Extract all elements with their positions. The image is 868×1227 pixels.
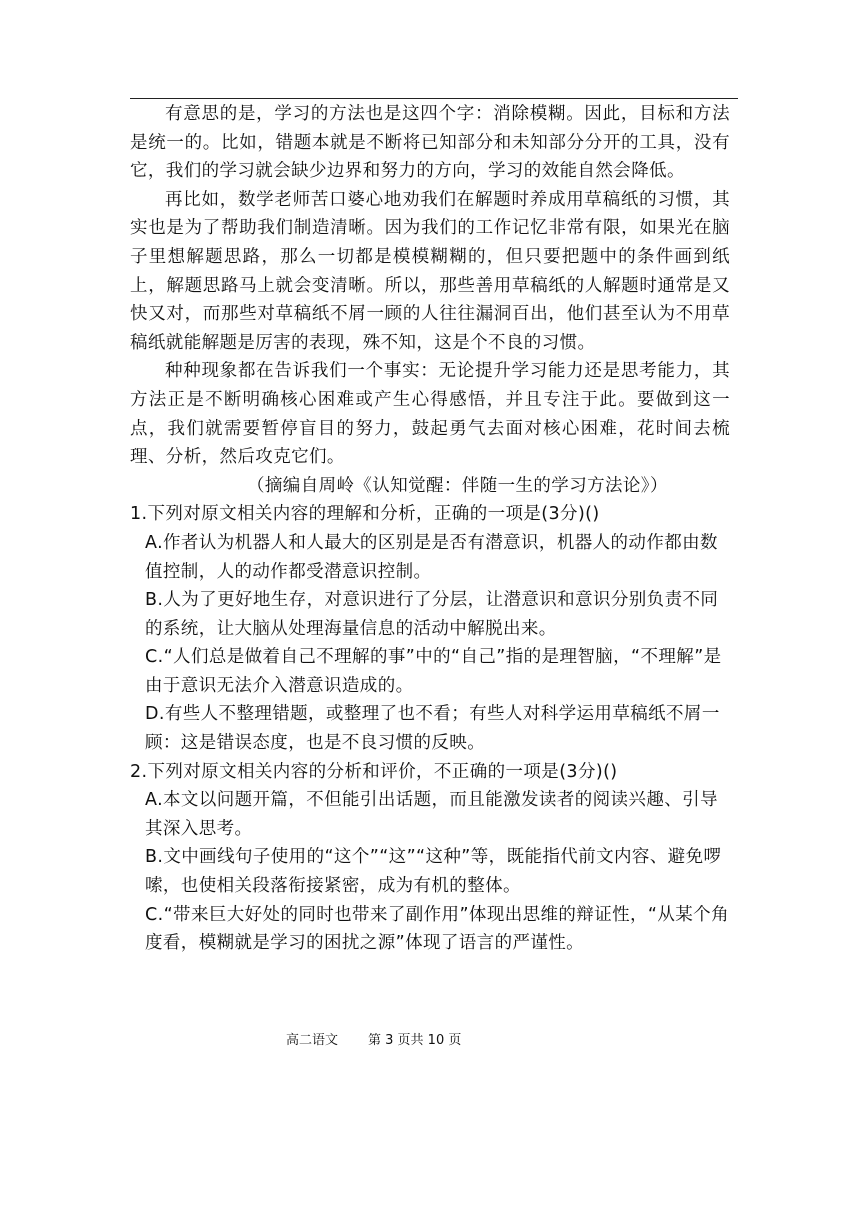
question-1-option-d: D.有些人不整理错题，或整理了也不看；有些人对科学运用草稿纸不屑一顾：这是错误态度，也是不良习惯的反映。 [145, 704, 720, 754]
question-1-option-a: A.作者认为机器人和人最大的区别是是否有潜意识，机器人的动作都由数值控制，人的动作都受潜意识控制。 [145, 532, 718, 582]
footer-subject: 高二语文 [286, 1033, 339, 1048]
question-1-option-b: B.人为了更好地生存，对意识进行了分层，让潜意识和意识分别负责不同的系统，让大脑从处理海量信息的活动中解脱出来。 [145, 590, 719, 639]
question-2-option-b: B.文中画线句子使用的“这个”“这”“这种”等，既能指代前文内容、避免啰嗦，也使相关段落衔接紧密，成为有机的整体。 [145, 847, 722, 897]
body-paragraph-3: 种种现象都在告诉我们一个事实：无论提升学习能力还是思考能力，其方法正是不断明确核心困难或产生心得感悟，并且专注于此。要做到这一点，我们就需要暂停盲目的努力，鼓起勇气去面对核心困难，花时间去梳理、分析，然后攻克它们。 [130, 361, 730, 468]
source-citation: （摘编自周岭《认知觉醒：伴随一生的学习方法论》） [247, 475, 668, 496]
question-1-stem: 1.下列对原文相关内容的理解和分析，正确的一项是(3分)() [130, 504, 600, 525]
body-paragraph-2: 再比如，数学老师苦口婆心地劝我们在解题时养成用草稿纸的习惯，其实也是为了帮助我们制造清晰。因为我们的工作记忆非常有限，如果光在脑子里想解题思路，那么一切都是模模糊糊的，但只要把题中的条件画到纸上，解题思路马上就会变清晰。所以，那些善用草稿纸的人解题时通常是又快又对，而那些对草稿纸不屑一顾的人往往漏洞百出，他们甚至认为不用草稿纸就能解题是厉害的表现，殊不知，这是个不良的习惯。 [130, 189, 730, 353]
footer-page-number: 第 3 页共 10 页 [368, 1033, 462, 1048]
question-1-option-c: C.“人们总是做着自己不理解的事”中的“自己”指的是理智脑，“不理解”是由于意识无法介入潜意识造成的。 [145, 647, 722, 696]
question-2-stem: 2.下列对原文相关内容的分析和评价，不正确的一项是(3分)() [130, 761, 618, 782]
question-2-option-c: C.“带来巨大好处的同时也带来了副作用”体现出思维的辩证性，“从某个角度看，模糊就是学习的困扰之源”体现了语言的严谨性。 [145, 904, 729, 954]
question-2-option-a: A.本文以问题开篇，不但能引出话题，而且能激发读者的阅读兴趣、引导其深入思考。 [145, 790, 718, 839]
document-body [130, 100, 730, 958]
body-paragraph-1: 有意思的是，学习的方法也是这四个字：消除模糊。因此，目标和方法是统一的。比如，错题本就是不断将已知部分和未知部分分开的工具，没有它，我们的学习就会缺少边界和努力的方向，学习的效能自然会降低。 [130, 104, 730, 182]
header-rule [130, 98, 738, 99]
question-2 [130, 758, 730, 958]
page-footer [286, 1029, 461, 1048]
question-1 [130, 500, 730, 757]
